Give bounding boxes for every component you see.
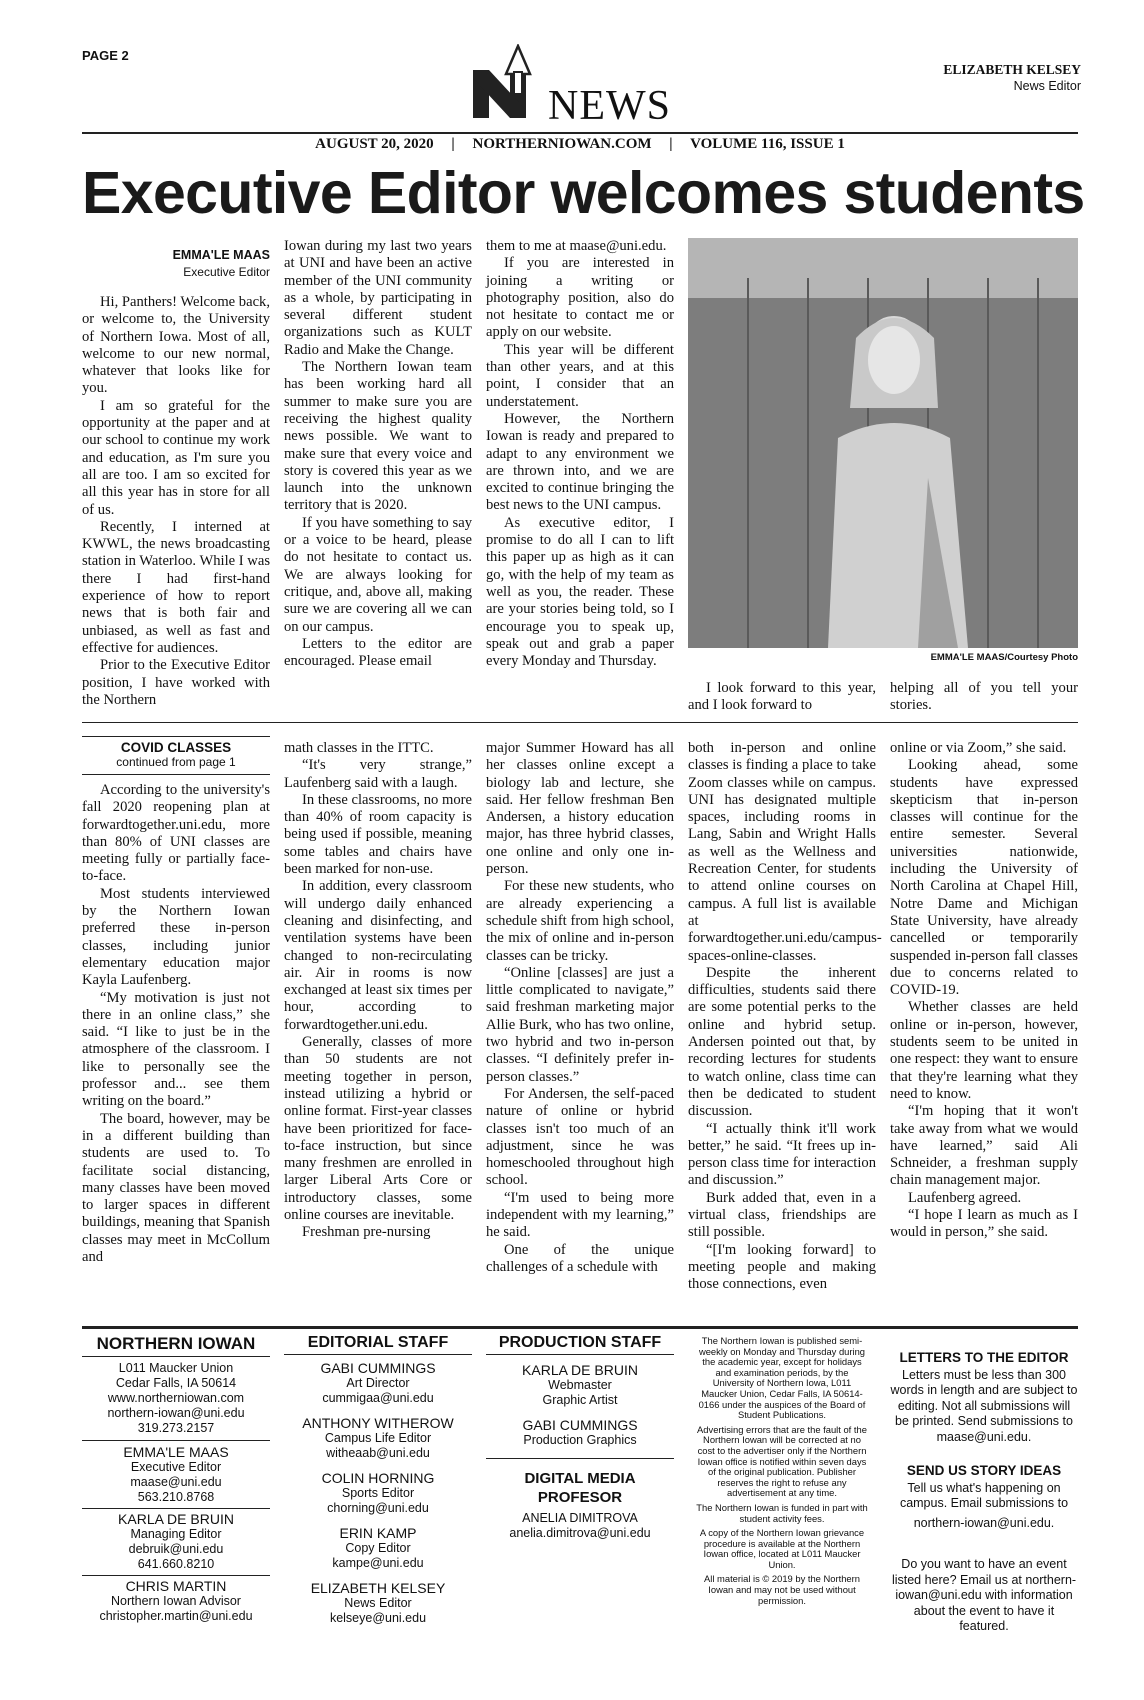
section-divider (82, 722, 1078, 723)
person-name: KARLA DE BRUIN (118, 1511, 234, 1527)
digital-media-title (486, 1469, 674, 1507)
paragraph: Hi, Panthers! Welcome back, or welcome to, the University of Northern Iowa. Most of all, welcome to our new normal, whatever that looks like for you. (82, 294, 270, 397)
article2-column-3 (486, 740, 674, 1276)
dateline-separator: | (451, 136, 455, 152)
byline-role: Executive Editor (183, 265, 270, 279)
northern-iowan-logo (470, 44, 542, 120)
paragraph: If you are interested in joining a writing or photography position, also do not hesitate to contact me or apply on our website. (486, 255, 674, 341)
person-line: Copy Editor (345, 1541, 411, 1555)
masthead-person (82, 1512, 270, 1572)
story-ideas-body: Tell us what's happening on campus. Email submissions to (899, 1480, 1069, 1510)
byline-name: EMMA'LE MAAS (172, 248, 270, 262)
paragraph: both in-person and online classes is finding a place to take Zoom classes while on campus. UNI has designated multiple spaces, including rooms in Lang, Sabin and Wright Halls as well as the Wellness and Recreation Center, for students to attend online courses on campus. A full list is available at forwardtogether.uni.edu/campus-spaces-online-classes. (688, 740, 882, 964)
article-photo (688, 238, 1078, 648)
paragraph: For these new students, who are already experiencing a schedule shift from high school, the mix of online and in-person classes can be tricky. (486, 878, 674, 964)
person-line: Production Graphics (523, 1433, 637, 1447)
fine-print (696, 1336, 868, 1610)
paragraph: Generally, classes of more than 50 students are not meeting together in person, instead utilizing a hybrid or online format. First-year classes have been prioritized for face-to-face instruction, but since many freshmen are enrolled in larger Liberal Arts Core or introductory classes, some online courses are inevitable. (284, 1034, 472, 1224)
person-line: 641.660.8210 (137, 1557, 215, 1571)
person-email: anelia.dimitrova@uni.edu (509, 1526, 651, 1540)
paragraph: One of the unique challenges of a schedule with (486, 1241, 674, 1275)
address-line: L011 Maucker Union (118, 1361, 234, 1375)
paragraph: According to the university's fall 2020 reopening plan at forwardtogether.uni.edu, more than 80% of UNI classes are meeting fully or partially face-to-face. (82, 782, 270, 885)
digital-media-person (486, 1511, 674, 1541)
paragraph: The board, however, may be in a different building than students are used to. To facilitate social distancing, many classes have been moved to larger spaces in different buildings, meaning that Spanish classes may meet in McCollum and (82, 1110, 270, 1266)
paragraph: However, the Northern Iowan is ready and prepared to adapt to any environment we are thrown into, and we are excited to continue bringing the best news to the UNI campus. (486, 410, 674, 514)
logo-n-icon (470, 44, 542, 120)
paragraph: “I'm hoping that it won't take away from what we would have learned,” said Ali Schneider, a freshman supply chain management major. (890, 1103, 1078, 1189)
dateline-separator: | (669, 136, 673, 152)
production-staff-box (486, 1334, 674, 1541)
paragraph: “I hope I learn as much as I would in person,” she said. (890, 1207, 1078, 1241)
fine-print-paragraph: All material is © 2019 by the Northern Iowan and may not be used without permission. (704, 1573, 860, 1606)
paragraph: In addition, every classroom will undergo daily enhanced cleaning and disinfecting, and ventilation systems have been changed to non-recirculating air. Air in rooms is now exchanged at least six times per hour, according to forwardtogether.uni.edu. (284, 878, 472, 1033)
person-line: Northern Iowan Advisor (111, 1594, 241, 1608)
person-line: News Editor (344, 1596, 412, 1610)
person-line: maase@uni.edu (130, 1475, 222, 1489)
section-editor (943, 62, 1081, 93)
headline: Executive Editor welcomes students (82, 160, 1085, 226)
digital-media-title-line: DIGITAL MEDIA (524, 1470, 636, 1487)
paragraph: Laufenberg agreed. (908, 1189, 1022, 1206)
person-name: ERIN KAMP (339, 1525, 417, 1541)
person-name: CHRIS MARTIN (125, 1578, 227, 1594)
fine-print-paragraph: The Northern Iowan is published semi-weekly on Monday and Thursday during the academic year, except for holidays and examination periods, by the University of Northern Iowa, L011 Maucker Union, Cedar Falls, IA 50614-0166 under the auspices of the Board of Student Publications. (698, 1335, 866, 1421)
address-line: Cedar Falls, IA 50614 (115, 1376, 237, 1390)
person-line: Art Director (346, 1376, 410, 1390)
article2-column-2 (284, 740, 472, 1242)
letters-body: Letters must be less than 300 words in length and are subject to editing. Not all submissions will be printed. Send submissions to maase@uni.edu. (890, 1367, 1078, 1444)
paragraph: “It's very strange,” Laufenberg said with a laugh. (284, 757, 472, 791)
paragraph: Recently, I interned at KWWL, the news broadcasting station in Waterloo. While I was there I had first-hand experience of how to report news that is both fair and unbiased, as well as fast and effective for audiences. (82, 518, 270, 656)
paragraph: Looking ahead, some students have expressed skepticism that in-person classes will continue for the entire semester. Several universities nationwide, including the University of North Carolina at Chapel Hill, Notre Dame and Michigan State University, have already cancelled or temporarily suspended in-person fall classes due to concerns related to COVID-19. (890, 757, 1078, 999)
address-line: northern-iowan@uni.edu (107, 1406, 245, 1420)
issue-date: AUGUST 20, 2020 (315, 136, 434, 152)
event-listing-body: Do you want to have an event listed here? Email us at northern-iowan@uni.edu with information about the event to have it featured. (891, 1557, 1077, 1633)
masthead-box (82, 1334, 270, 1624)
paragraph: “I actually think it'll work better,” he said. “It frees up in-person class time for interaction and discussion.” (688, 1120, 876, 1189)
paragraph: “[I'm looking forward] to meeting people and making those connections, even (688, 1241, 876, 1293)
person-line: Managing Editor (130, 1527, 222, 1541)
kicker-rule-top (82, 736, 270, 737)
volume: VOLUME 116, ISSUE 1 (690, 136, 845, 152)
person-name: KARLA DE BRUIN (522, 1362, 638, 1378)
masthead-address (82, 1361, 270, 1436)
article1-column-4 (688, 680, 876, 715)
paragraph: Most students interviewed by the Northern Iowan preferred these in-person classes, including junior elementary education major Kayla Laufenberg. (82, 885, 270, 989)
paragraph: math classes in the ITTC. (284, 740, 434, 756)
paragraph: online or via Zoom,” she said. (890, 740, 1067, 756)
person-name: COLIN HORNING (321, 1470, 435, 1486)
article1-column-1 (82, 294, 270, 709)
address-line: www.northerniowan.com (107, 1391, 245, 1405)
person-name: EMMA'LE MAAS (123, 1444, 229, 1460)
person-name: ELIZABETH KELSEY (310, 1580, 446, 1596)
fine-print-paragraph: A copy of the Northern Iowan grievance procedure is available at the Northern Iowan office, located at L011 Maucker Union. (699, 1527, 865, 1570)
footer-rule (82, 1326, 1078, 1329)
person-line: debruik@uni.edu (128, 1542, 224, 1556)
person-line: Sports Editor (341, 1486, 415, 1500)
story-ideas-email: northern-iowan@uni.edu. (913, 1515, 1055, 1530)
paragraph: Burk added that, even in a virtual class, friendships are still possible. (688, 1189, 876, 1241)
website: NORTHERNIOWAN.COM (472, 136, 652, 152)
person-line: cummigaa@uni.edu (322, 1391, 434, 1405)
paragraph: I look forward to this year, and I look forward to (688, 680, 876, 714)
person-name: GABI CUMMINGS (320, 1360, 436, 1376)
paragraph: them to me at maase@uni.edu. (486, 238, 667, 254)
paragraph: If you have something to say or a voice to be heard, please do not hesitate to contact us. We are always looking for critique, and, above all, making sure we are covering all we can on our campus. (284, 514, 472, 635)
photo-credit: EMMA'LE MAAS/Courtesy Photo (930, 652, 1078, 663)
paragraph: Freshman pre-nursing (302, 1224, 431, 1241)
paragraph: Prior to the Executive Editor position, I have worked with the Northern (82, 657, 270, 708)
person-name: GABI CUMMINGS (522, 1417, 638, 1433)
editorial-staff-title: EDITORIAL STAFF (284, 1334, 472, 1355)
section-editor-role: News Editor (1013, 79, 1081, 93)
article2-column-1 (82, 782, 270, 1266)
person-line: 563.210.8768 (137, 1490, 215, 1504)
editorial-staff-list (284, 1361, 472, 1626)
paragraph: Whether classes are held online or in-person, however, students seem to be united in one respect: they want to ensure that they're learning what they need to know. (890, 999, 1078, 1102)
header-rule (82, 132, 1078, 134)
paragraph: Iowan during my last two years at UNI and have been an active member of the UNI community as a whole, by participating in several different student organizations such as KULT Radio and Make the Change. (284, 238, 472, 358)
paragraph: The Northern Iowan team has been working hard all summer to make sure you are receiving the highest quality news possible. We want to make sure that every voice and story is covered this year as we launch into the unknown territory that is 2020. (284, 359, 472, 514)
address-line: 319.273.2157 (137, 1421, 215, 1435)
kicker-rule-bottom (82, 774, 270, 775)
person-line: Graphic Artist (542, 1393, 618, 1407)
byline (82, 248, 270, 279)
person-line: kampe@uni.edu (332, 1556, 424, 1570)
paragraph: “I'm used to being more independent with my learning,” he said. (486, 1189, 674, 1241)
article2-column-4 (688, 740, 882, 1294)
section-title: NEWS (548, 83, 671, 129)
paragraph: major Summer Howard has all her classes online except a biology lab and lecture, she said. Her fellow freshman Ben Andersen, a history education major, has three hybrid classes, one online and only one in-person. (486, 740, 674, 878)
paragraph: In these classrooms, no more than 40% of room capacity is being used if possible, meaning some tables and chairs have been marked for non-use. (284, 791, 472, 878)
paragraph: Despite the inherent difficulties, students said there are some potential perks to the online and hybrid setup. Andersen pointed out that, by recording lectures for students to watch online, class time can then be dedicated to student discussion. (688, 964, 876, 1120)
letters-box (890, 1350, 1078, 1635)
production-staff-list (486, 1363, 674, 1448)
page-number: PAGE 2 (82, 48, 129, 63)
editorial-staff-box (284, 1334, 472, 1626)
digital-media-title-line: PROFESOR (537, 1489, 623, 1506)
person-line: Campus Life Editor (324, 1431, 432, 1445)
section-editor-name: ELIZABETH KELSEY (943, 62, 1081, 77)
kicker-subtitle: continued from page 1 (116, 755, 236, 769)
production-staff-title: PRODUCTION STAFF (486, 1334, 674, 1355)
person-line: Webmaster (548, 1378, 612, 1392)
person-name: ANELIA DIMITROVA (522, 1511, 638, 1525)
paragraph: For Andersen, the self-paced nature of online or hybrid classes isn't too much of an adjustment, since he was homeschooled throughout high school. (486, 1085, 674, 1189)
person-line: christopher.martin@uni.edu (99, 1609, 253, 1623)
article2-column-5 (890, 740, 1078, 1242)
paragraph: This year will be different than other years, and at this point, I consider that an understatement. (486, 341, 674, 410)
masthead-person (82, 1579, 270, 1624)
paragraph: “Online [classes] are just a little complicated to navigate,” said freshman marketing major Allie Burk, who has two online, two hybrid and two in-person classes. “I definitely prefer in-person classes.” (486, 964, 674, 1085)
person-line: witheaab@uni.edu (326, 1446, 430, 1460)
paragraph: Letters to the editor are encouraged. Please email (284, 635, 472, 670)
letters-title: LETTERS TO THE EDITOR (899, 1350, 1069, 1365)
story-ideas-title: SEND US STORY IDEAS (906, 1463, 1062, 1478)
article1-column-5 (890, 680, 1078, 715)
fine-print-paragraph: The Northern Iowan is funded in part with student activity fees. (696, 1501, 868, 1524)
article1-column-2 (284, 238, 472, 670)
fine-print-paragraph: Advertising errors that are the fault of the Northern Iowan will be corrected at no cost to the advertiser only if the Northern Iowan office is notified within seven days of the original publication. Publisher reserves the right to refuse any advertisement at any time. (697, 1423, 867, 1499)
paragraph: helping all of you tell your stories. (890, 680, 1078, 714)
kicker-title: COVID CLASSES (120, 740, 232, 755)
person-line: kelseye@uni.edu (329, 1611, 427, 1625)
paragraph: I am so grateful for the opportunity at the paper and at our school to continue my work and education, as I'm sure you all are too. I am so excited for all this year has in store for all of us. (82, 397, 270, 518)
person-line: chorning@uni.edu (327, 1501, 429, 1515)
masthead-title: NORTHERN IOWAN (82, 1334, 270, 1357)
dateline (82, 136, 1078, 153)
person-name: ANTHONY WITHEROW (302, 1415, 454, 1431)
masthead-person (82, 1445, 270, 1505)
paragraph: “My motivation is just not there in an online class,” she said. “I like to just be in the atmosphere of the classroom. I like to personally see the professor and... see them writing on the board.” (82, 989, 270, 1110)
portrait-photo-icon (688, 238, 1078, 648)
kicker (82, 740, 270, 769)
person-line: Executive Editor (130, 1460, 222, 1474)
paragraph: As executive editor, I promise to do all I can to lift this paper up as high as it can go, with the help of my team as well as you, the reader. These are your stories being told, so I encourage you to speak up, speak out and grab a paper every Monday and Thursday. (486, 514, 674, 670)
article1-column-3 (486, 238, 674, 670)
